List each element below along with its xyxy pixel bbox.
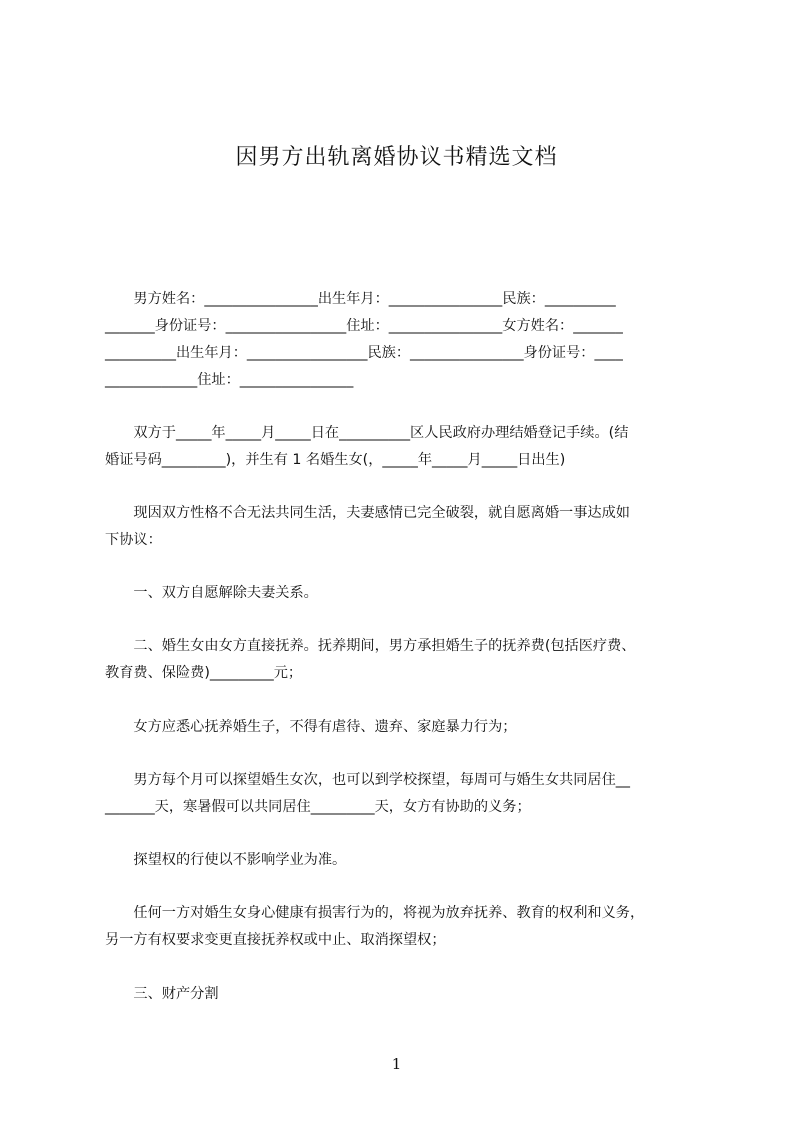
text-line: 一、双方自愿解除夫妻关系。 — [105, 585, 318, 601]
text-line: 婚证号码_________)，并生有 1 名婚生女(，_____年_____月_____日出生) — [105, 452, 566, 468]
text-line: 教育费、保险费)_________元； — [105, 665, 303, 681]
paragraph-visitation-limit — [105, 847, 703, 874]
paragraph-visitation — [105, 767, 703, 821]
paragraph-reason — [105, 500, 703, 554]
text-line: 探望权的行使以不影响学业为准。 — [105, 852, 347, 868]
text-line: 另一方有权要求变更直接抚养权或中止、取消探望权； — [105, 932, 446, 948]
paragraph-harm-clause — [105, 900, 703, 954]
text-line: 男方每个月可以探望婚生女次，也可以到学校探望，每周可与婚生女共同居住__ — [105, 772, 630, 788]
paragraph-personal-info — [105, 286, 703, 394]
paragraph-care-duty — [105, 714, 703, 741]
paragraph-clause-one — [105, 580, 703, 607]
text-line: 双方于_____年_____月_____日在__________区人民政府办理结婚登记手续。(结 — [105, 425, 629, 441]
text-line: _______身份证号：_________________住址：________________女方姓名：_______ — [105, 318, 623, 334]
text-line: _______天，寒暑假可以共同居住_________天，女方有协助的义务； — [105, 799, 531, 815]
text-line: 男方姓名：________________出生年月：________________民族：__________ — [105, 291, 616, 307]
text-line: 下协议： — [105, 532, 162, 548]
text-line: __________出生年月：_________________民族：________________身份证号：____ — [105, 345, 623, 361]
paragraph-clause-three — [105, 981, 703, 1008]
paragraph-clause-two — [105, 633, 703, 687]
text-line: 任何一方对婚生女身心健康有损害行为的，将视为放弃抚养、教育的权利和义务， — [105, 905, 645, 921]
text-line: 二、婚生女由女方直接抚养。抚养期间，男方承担婚生子的抚养费(包括医疗费、 — [105, 638, 636, 654]
text-line: 现因双方性格不合无法共同生活，夫妻感情已完全破裂，就自愿离婚一事达成如 — [105, 505, 630, 521]
page-number: 1 — [391, 1055, 402, 1073]
paragraph-marriage-registration — [105, 420, 703, 474]
text-line: 女方应悉心抚养婚生子，不得有虐待、遗弃、家庭暴力行为； — [105, 719, 517, 735]
text-line: 三、财产分割 — [105, 986, 219, 1002]
text-line: _____________住址：________________ — [105, 372, 354, 388]
document-title: 因男方出轨离婚协议书精选文档 — [235, 145, 558, 170]
